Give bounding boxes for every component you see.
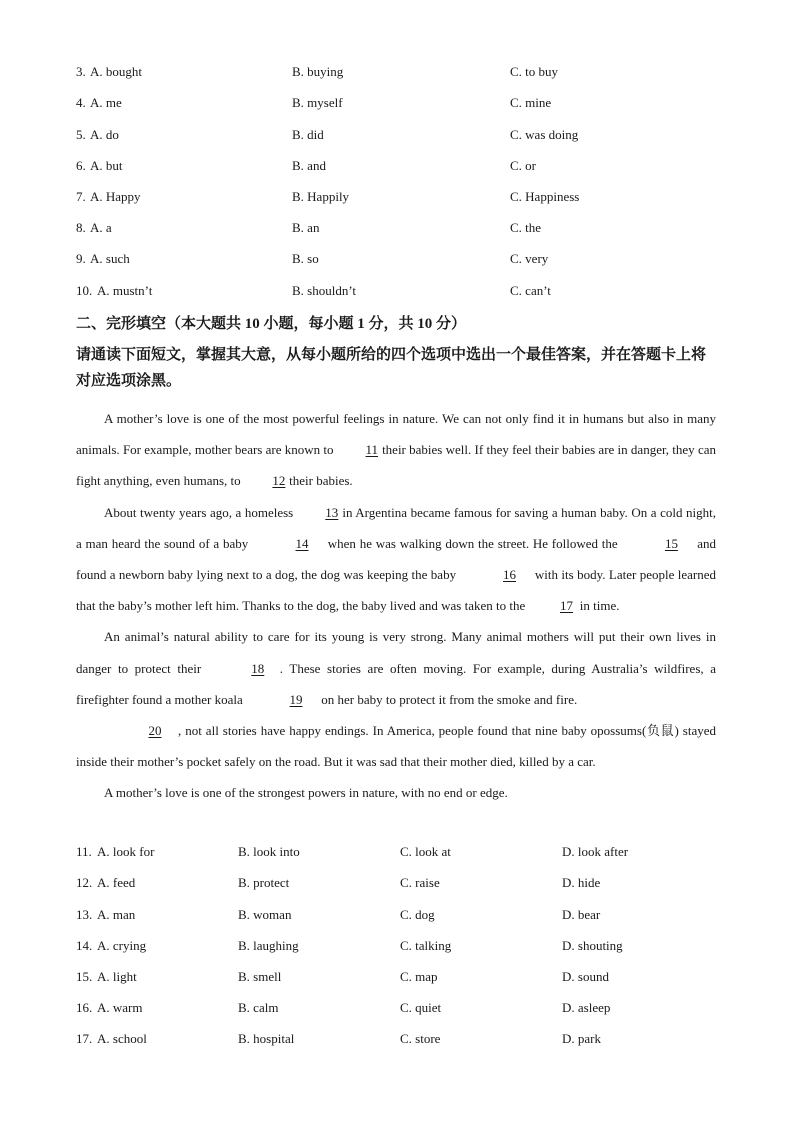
option-row-q4 <box>0 92 794 114</box>
question-number: 3. <box>76 64 86 79</box>
option-a: A. me <box>90 95 122 110</box>
option-b: B. calm <box>238 1000 279 1015</box>
blank-16: 16 <box>502 567 516 583</box>
option-row-q15 <box>0 966 794 988</box>
passage-paragraph-5 <box>76 777 716 808</box>
option-d: D. asleep <box>562 1000 611 1015</box>
passage-text: their babies well. If they feel their babies are in danger, they can fight anything, even humans, to <box>76 442 716 489</box>
option-c: C. or <box>510 158 536 173</box>
passage-text: in Argentina became famous for saving a human baby. On a cold night, a man heard the sound of a baby <box>76 504 717 551</box>
option-row-q16 <box>0 997 794 1019</box>
option-row-q17 <box>0 1028 794 1050</box>
option-row-q5 <box>0 124 794 146</box>
question-number: 7. <box>76 189 86 204</box>
section-instructions: 请通读下面短文，掌握其大意，从每小题所给的四个选项中选出一个最佳答案，并在答题卡上将对应选项涂黑。 <box>76 347 707 389</box>
option-d: D. bear <box>562 907 601 922</box>
option-a: A. but <box>90 158 123 173</box>
option-a: A. Happy <box>90 189 141 204</box>
option-a: A. warm <box>97 1000 143 1015</box>
question-number: 13. <box>76 907 93 922</box>
passage-text: on her baby to protect it from the smoke and fire. <box>318 691 578 707</box>
option-b: B. woman <box>238 907 292 922</box>
passage-text: , not all stories have happy endings. In America, people found that nine baby opossums(负鼠) stayed inside their mother’s pocket safely on the road. But it was sad that their mother died, killed by a car. <box>76 723 716 770</box>
passage-text: About twenty years ago, a homeless <box>104 504 297 520</box>
option-b: B. myself <box>292 95 343 110</box>
option-row-q12 <box>0 872 794 894</box>
passage-paragraph-2 <box>76 497 716 622</box>
blank-13: 13 <box>325 504 339 520</box>
option-row-q3 <box>0 61 794 83</box>
section-title: 二、完形填空（本大题共 10 小题，每小题 1 分，共 10 分） <box>76 316 467 332</box>
option-b: B. did <box>292 127 324 142</box>
option-a: A. look for <box>97 844 155 859</box>
passage-text: when he was walking down the street. He followed the <box>324 535 622 551</box>
option-row-q13 <box>0 904 794 926</box>
blank-20: 20 <box>148 723 162 739</box>
question-number: 16. <box>76 1000 93 1015</box>
question-number: 5. <box>76 127 86 142</box>
option-c: C. very <box>510 251 549 266</box>
passage-text: An animal’s natural ability to care for its young is very strong. Many animal mothers will put their own lives in danger to protect their <box>76 629 716 676</box>
question-number: 11. <box>76 844 92 859</box>
option-b: B. and <box>292 158 326 173</box>
blank-18: 18 <box>251 660 265 676</box>
option-row-q11 <box>0 841 794 863</box>
option-a: A. feed <box>97 875 136 890</box>
option-c: C. dog <box>400 907 435 922</box>
option-a: A. mustn’t <box>97 283 153 298</box>
option-b: B. shouldn’t <box>292 283 357 298</box>
option-a: A. man <box>97 907 136 922</box>
option-b: B. smell <box>238 969 282 984</box>
cloze-passage <box>76 403 716 809</box>
option-c: C. raise <box>400 875 440 890</box>
option-c: C. store <box>400 1031 441 1046</box>
option-a: A. such <box>90 251 130 266</box>
passage-text: their babies. <box>285 473 353 489</box>
blank-15: 15 <box>664 535 678 551</box>
passage-text: . These stories are often moving. For example, during Australia’s wildfires, a firefighter found a mother koala <box>76 660 716 707</box>
option-d: D. hide <box>562 875 601 890</box>
option-b: B. laughing <box>238 938 299 953</box>
blank-19: 19 <box>289 691 303 707</box>
option-b: B. hospital <box>238 1031 295 1046</box>
option-c: C. the <box>510 220 542 235</box>
option-a: A. bought <box>90 64 142 79</box>
option-b: B. buying <box>292 64 344 79</box>
question-number: 17. <box>76 1031 93 1046</box>
question-number: 10. <box>76 283 93 298</box>
option-b: B. an <box>292 220 320 235</box>
option-d: D. shouting <box>562 938 623 953</box>
option-a: A. school <box>97 1031 147 1046</box>
option-b: B. protect <box>238 875 290 890</box>
passage-text: with its body. Later people learned that the baby’s mother left him. Thanks to the dog, the baby lived and was taken to the <box>76 567 717 614</box>
option-d: D. park <box>562 1031 601 1046</box>
option-c: C. was doing <box>510 127 579 142</box>
blank-14: 14 <box>295 535 309 551</box>
option-row-q10 <box>0 280 794 302</box>
question-number: 9. <box>76 251 86 266</box>
passage-paragraph-1 <box>76 403 716 497</box>
blank-11: 11 <box>365 442 379 458</box>
passage-paragraph-3 <box>76 621 716 715</box>
option-row-q14 <box>0 935 794 957</box>
passage-text: A mother’s love is one of the strongest powers in nature, with no end or edge. <box>104 785 508 801</box>
option-c: C. map <box>400 969 438 984</box>
passage-text: A mother’s love is one of the most powerful feelings in nature. We can not only find it in humans but also in many animals. For example, mother bears are known to <box>76 411 716 458</box>
option-a: A. a <box>90 220 112 235</box>
blank-17: 17 <box>560 598 573 614</box>
option-row-q7 <box>0 186 794 208</box>
question-number: 4. <box>76 95 86 110</box>
passage-paragraph-4 <box>76 715 716 777</box>
question-number: 8. <box>76 220 86 235</box>
option-a: A. light <box>97 969 137 984</box>
option-c: C. mine <box>510 95 552 110</box>
question-number: 12. <box>76 875 93 890</box>
question-number: 6. <box>76 158 86 173</box>
option-a: A. do <box>90 127 119 142</box>
passage-text: and found a newborn baby lying next to a dog, the dog was keeping the baby <box>76 535 716 583</box>
blank-12: 12 <box>272 473 286 489</box>
option-d: D. look after <box>562 844 629 859</box>
option-row-q6 <box>0 155 794 177</box>
option-d: D. sound <box>562 969 609 984</box>
option-c: C. look at <box>400 844 451 859</box>
option-b: B. Happily <box>292 189 350 204</box>
option-b: B. so <box>292 251 319 266</box>
option-c: C. Happiness <box>510 189 580 204</box>
question-number: 14. <box>76 938 93 953</box>
option-row-q9 <box>0 248 794 270</box>
option-c: C. to buy <box>510 64 559 79</box>
question-number: 15. <box>76 969 93 984</box>
option-c: C. quiet <box>400 1000 442 1015</box>
option-c: C. can’t <box>510 283 551 298</box>
option-b: B. look into <box>238 844 300 859</box>
passage-text: in time. <box>576 598 620 614</box>
option-c: C. talking <box>400 938 452 953</box>
option-a: A. crying <box>97 938 147 953</box>
option-row-q8 <box>0 217 794 239</box>
